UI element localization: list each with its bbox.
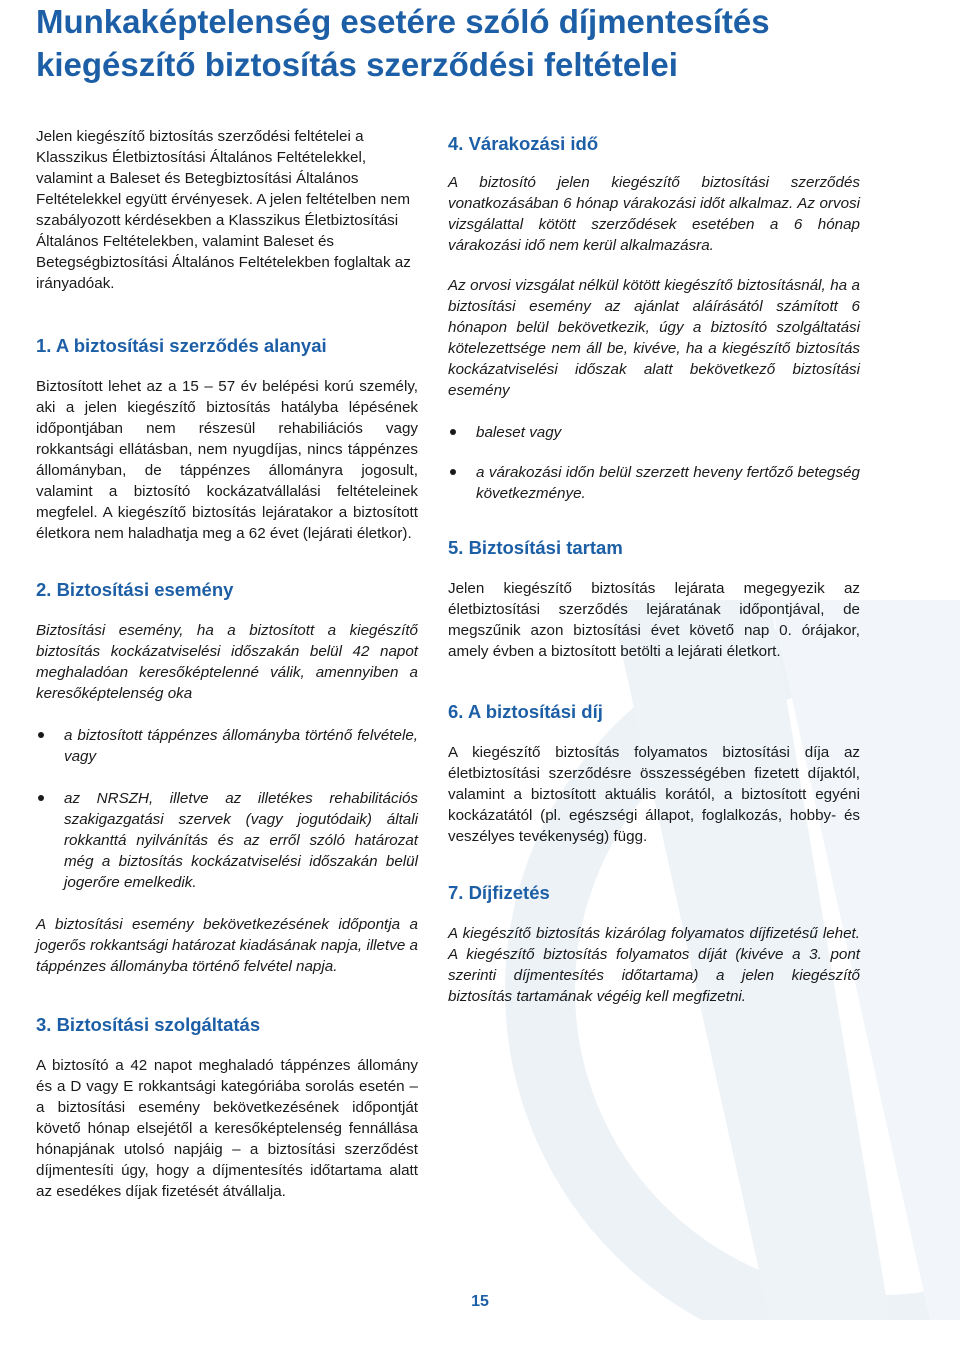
section-2-body: Biztosítási esemény, ha a biztosított a kiegészítő biztosítás kockázatviselési időszakán belül 42 napot meghaladóan keresőképtelenné válik, amennyiben a keresőképtelenség oka [36,622,418,702]
list-item [36,788,418,893]
section-7-heading: 7. Díjfizetés [448,882,550,903]
section-2-heading: 2. Biztosítási esemény [36,579,234,600]
list-item-text: a várakozási időn belül szerzett heveny fertőző betegség következménye. [476,464,860,502]
bullet-icon [38,795,44,801]
section-1-heading: 1. A biztosítási szerződés alanyai [36,335,327,356]
section-4-body-1: A biztosító jelen kiegészítő biztosítási szerződés vonatkozásában 6 hónap várakozási időt alkalmaz. Az orvosi vizsgálattal kötött szerződések esetében a 6 hónap várakozási idő nem kerül alkalmazásra. [448,174,860,254]
section-2-bullet-list [36,725,418,893]
bullet-icon [450,469,456,475]
list-item [36,725,418,767]
right-column [448,126,860,1007]
bullet-icon [450,429,456,435]
section-3-heading: 3. Biztosítási szolgáltatás [36,1014,261,1035]
section-4-bullet-list [448,422,860,504]
section-1-body: Biztosított lehet az a 15 – 57 év belépési korú személy, aki a jelen kiegészítő biztosítás hatályba lépésének időpontjában nem részesül rehabiliációs vagy rokkantsági ellátásban, nem nyugdíjas, nincs táppénzes állományban, de táppénzes állományra jogosult, valamint a biztosító kockázatvállalási feltételeinek megfelel. A kiegészítő biztosítás lejáratakor a biztosított életkora nem haladhatja meg a 62 évet (lejárati életkor). [36,378,418,542]
title-line-1: Munkaképtelenség esetére szóló díjmentesítés [36,3,770,40]
list-item-text: az NRSZH, illetve az illetékes rehabilitációs szakigazgatási szervek (vagy jogutódaik) általi rokkanttá nyilvánítás és az erről szóló határozat még a biztosítás kockázatviselési időszakán belül jogerőre emelkedik. [64,790,418,891]
intro-paragraph: Jelen kiegészítő biztosítás szerződési feltételei a Klasszikus Életbiztosítási Általános Feltételekkel, valamint a Baleset és Betegbiztosítási Általános Feltételekkel együtt érvényesek. A jelen feltételben nem szabályozott kérdésekben a Klasszikus Életbiztosítási Általános Feltételekben, valamint Baleset és Betegségbiztosítási Általános Feltételekben foglaltak az irányadóak. [36,128,411,292]
page-number: 15 [471,1293,489,1310]
list-item [448,462,860,504]
page-title [36,0,936,86]
bullet-icon [38,732,44,738]
section-3-body: A biztosító a 42 napot meghaladó táppénzes állomány és a D vagy E rokkantsági kategóriába sorolás esetén – a biztosítási esemény bekövetkezésének időpontját követő hónap elsejétől a keresőképtelenség fennállása hónapjának utolsó napjáig – a biztosítási szerződést díjmentesíti úgy, hogy a díjmentesítés időtartama alatt az esedékes díjak fizetését átvállalja. [36,1057,418,1200]
section-7-body: A kiegészítő biztosítás kizárólag folyamatos díjfizetésű lehet. A kiegészítő biztosítás folyamatos díját (kivéve a 3. pont szerinti díjmentesítés időtartama) a jelen kiegészítő biztosítás tartamának végéig kell megfizetni. [448,925,860,1005]
title-line-2: kiegészítő biztosítás szerződési feltételei [36,46,678,83]
section-6-heading: 6. A biztosítási díj [448,701,603,722]
section-5-heading: 5. Biztosítási tartam [448,537,623,558]
section-4-heading: 4. Várakozási idő [448,133,599,154]
section-6-body: A kiegészítő biztosítás folyamatos biztosítási díja az életbiztosítási szerződésre összességében fizetett díjaktól, valamint a biztosított aktuális korától, a biztosított egyéni kockázatától (pl. egészségi állapot, foglalkozás, hobby- és veszélyes tevékenység) függ. [448,744,860,845]
list-item-text: a biztosított táppénzes állományba történő felvétele, vagy [64,727,418,765]
list-item [448,422,860,443]
section-5-body: Jelen kiegészítő biztosítás lejárata megegyezik az életbiztosítási szerződés lejáratának időpontjával, de megszűnik azon biztosítási évet követő nap 0. órájakor, amely évben a biztosított betölti a lejárati életkort. [448,580,860,660]
section-2-after: A biztosítási esemény bekövetkezésének időpontja a jogerős rokkantsági határozat kiadásának napja, illetve a táppénzes állományba történő felvétel napja. [36,916,418,975]
list-item-text: baleset vagy [476,424,562,441]
section-4-body-2: Az orvosi vizsgálat nélkül kötött kiegészítő biztosításnál, ha a biztosítási esemény az ajánlat aláírásától számított 6 hónapon belül bekövetkezik, úgy a biztosító szolgáltatási kötelezettsége nem áll be, kivéve, ha a kiegészítő biztosítás kockázatviselési időszak alatt bekövetkező biztosítási esemény [448,277,860,399]
left-column [36,126,418,1202]
